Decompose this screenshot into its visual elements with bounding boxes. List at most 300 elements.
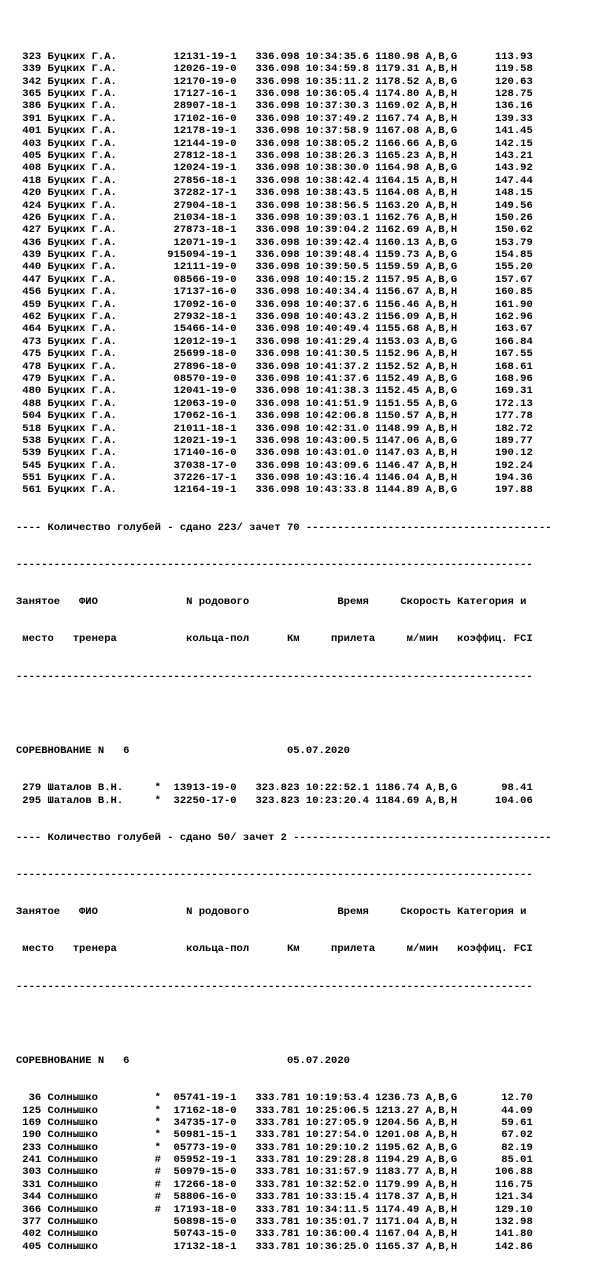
- cell-place: 551: [16, 472, 48, 485]
- cell-time: 10:41:37.6: [299, 372, 369, 385]
- cell-speed: 1162.69: [368, 224, 420, 237]
- cell-cat: A,B,G: [419, 236, 458, 249]
- cell-place: 488: [16, 397, 48, 410]
- table-row: [16, 385, 552, 397]
- cell-mark: *: [154, 1116, 161, 1129]
- cell-cat: A,B,H: [419, 1129, 458, 1142]
- cell-km: 323.823: [236, 782, 300, 795]
- cell-cat: A,B,H: [419, 348, 458, 361]
- cell-place: 169: [16, 1116, 48, 1129]
- cell-speed: 1150.57: [368, 410, 420, 423]
- cell-time: 10:27:54.0: [299, 1129, 369, 1142]
- cell-speed: 1178.37: [368, 1191, 420, 1204]
- cell-speed: 1179.31: [368, 63, 420, 76]
- cell-cat: A,B,G: [419, 261, 458, 274]
- cell-name: Солнышко: [47, 1154, 155, 1167]
- cell-speed: 1155.68: [368, 323, 420, 336]
- cell-coef: 119.58: [457, 63, 533, 76]
- separator-line: ----------------------------------------------------------------------------------: [16, 558, 533, 571]
- cell-speed: 1153.03: [368, 335, 420, 348]
- table-row: [16, 274, 552, 286]
- cell-ring: 12178-19-1: [160, 125, 237, 138]
- cell-time: 10:41:38.3: [299, 385, 369, 398]
- cell-time: 10:40:34.4: [299, 286, 369, 299]
- cell-km: 336.098: [236, 434, 300, 447]
- cell-ring: 12026-19-0: [160, 63, 237, 76]
- cell-speed: 1156.09: [368, 311, 420, 324]
- cell-speed: 1213.27: [368, 1104, 420, 1117]
- table-row: [16, 1117, 552, 1129]
- table-row: [16, 76, 552, 88]
- cell-cat: A,B,H: [419, 224, 458, 237]
- section-3-title: СОРЕВНОВАНИЕ N 6 05.07.2020: [16, 1054, 350, 1067]
- cell-time: 10:37:49.2: [299, 112, 369, 125]
- cell-name: Солнышко: [47, 1129, 155, 1142]
- cell-km: 336.098: [236, 149, 300, 162]
- cell-km: 336.098: [236, 348, 300, 361]
- cell-name: Солнышко: [47, 1240, 155, 1253]
- cell-name: Буцких Г.А.: [47, 286, 155, 299]
- cell-speed: 1159.73: [368, 249, 420, 262]
- cell-place: 323: [16, 50, 48, 63]
- cell-cat: A,B,H: [419, 187, 458, 200]
- cell-km: 333.781: [236, 1141, 300, 1154]
- cell-ring: 21011-18-1: [160, 422, 237, 435]
- cell-ring: 12111-19-0: [160, 261, 237, 274]
- cell-km: 336.098: [236, 410, 300, 423]
- cell-cat: A,B,H: [419, 100, 458, 113]
- cell-cat: A,B,G: [419, 372, 458, 385]
- results-document: [16, 26, 552, 1266]
- cell-coef: 98.41: [457, 782, 533, 795]
- cell-time: 10:39:48.4: [299, 249, 369, 262]
- table-header-line-1: Занятое ФИО N родового Время Скорость Категория и: [16, 906, 527, 919]
- cell-cat: A,B,G: [419, 782, 458, 795]
- cell-coef: 157.67: [457, 273, 533, 286]
- table-row: [16, 1166, 552, 1178]
- cell-name: Буцких Г.А.: [47, 236, 155, 249]
- cell-place: 386: [16, 100, 48, 113]
- cell-time: 10:40:43.2: [299, 311, 369, 324]
- blank-line: [16, 1018, 552, 1030]
- cell-speed: 1164.98: [368, 162, 420, 175]
- cell-name: Буцких Г.А.: [47, 249, 155, 262]
- table-row: [16, 138, 552, 150]
- cell-coef: 153.79: [457, 236, 533, 249]
- table-row: [16, 348, 552, 360]
- cell-time: 10:43:01.0: [299, 447, 369, 460]
- cell-ring: 05741-19-1: [160, 1092, 237, 1105]
- cell-speed: 1165.37: [368, 1240, 420, 1253]
- cell-name: Солнышко: [47, 1178, 155, 1191]
- cell-place: 401: [16, 125, 48, 138]
- cell-coef: 67.02: [457, 1129, 533, 1142]
- table-row: [16, 224, 552, 236]
- table-row: [16, 51, 552, 63]
- cell-mark: *: [154, 782, 161, 795]
- cell-speed: 1164.08: [368, 187, 420, 200]
- cell-cat: A,B,H: [419, 149, 458, 162]
- cell-km: 336.098: [236, 87, 300, 100]
- cell-ring: 05773-19-0: [160, 1141, 237, 1154]
- cell-time: 10:29:28.8: [299, 1154, 369, 1167]
- cell-cat: A,B,H: [419, 1166, 458, 1179]
- cell-km: 336.098: [236, 211, 300, 224]
- cell-name: Буцких Г.А.: [47, 434, 155, 447]
- cell-time: 10:34:11.5: [299, 1203, 369, 1216]
- cell-km: 333.781: [236, 1116, 300, 1129]
- cell-time: 10:32:52.0: [299, 1178, 369, 1191]
- cell-coef: 85.01: [457, 1154, 533, 1167]
- cell-ring: 37282-17-1: [160, 187, 237, 200]
- table-row: [16, 795, 552, 807]
- cell-speed: 1151.55: [368, 397, 420, 410]
- cell-ring: 21034-18-1: [160, 211, 237, 224]
- cell-time: 10:41:51.9: [299, 397, 369, 410]
- cell-speed: 1146.47: [368, 459, 420, 472]
- cell-coef: 197.88: [457, 484, 533, 497]
- cell-time: 10:34:59.8: [299, 63, 369, 76]
- cell-place: 473: [16, 335, 48, 348]
- table-row: [16, 212, 552, 224]
- cell-km: 333.781: [236, 1191, 300, 1204]
- cell-cat: A,B,G: [419, 249, 458, 262]
- cell-time: 10:36:00.4: [299, 1228, 369, 1241]
- section-2-rows: [16, 782, 552, 807]
- section-1-summary: ---- Количество голубей - сдано 223/ зачет 70 ---------------------------------------: [16, 521, 552, 534]
- cell-speed: 1147.03: [368, 447, 420, 460]
- cell-name: Буцких Г.А.: [47, 149, 155, 162]
- table-row: [16, 125, 552, 137]
- cell-coef: 116.75: [457, 1178, 533, 1191]
- cell-name: Буцких Г.А.: [47, 50, 155, 63]
- table-row: [16, 1105, 552, 1117]
- cell-speed: 1178.52: [368, 75, 420, 88]
- cell-place: 464: [16, 323, 48, 336]
- cell-km: 336.098: [236, 137, 300, 150]
- table-row: [16, 311, 552, 323]
- cell-speed: 1174.49: [368, 1203, 420, 1216]
- cell-place: 233: [16, 1141, 48, 1154]
- cell-name: Солнышко: [47, 1116, 155, 1129]
- cell-time: 10:43:16.4: [299, 472, 369, 485]
- cell-km: 336.098: [236, 360, 300, 373]
- cell-speed: 1180.98: [368, 50, 420, 63]
- table-row: [16, 1191, 552, 1203]
- cell-coef: 142.15: [457, 137, 533, 150]
- cell-ring: 17127-16-1: [160, 87, 237, 100]
- cell-name: Буцких Г.А.: [47, 372, 155, 385]
- cell-speed: 1204.56: [368, 1116, 420, 1129]
- cell-coef: 167.55: [457, 348, 533, 361]
- cell-name: Буцких Г.А.: [47, 75, 155, 88]
- cell-mark: *: [154, 1141, 161, 1154]
- cell-ring: 12012-19-1: [160, 335, 237, 348]
- cell-place: 241: [16, 1154, 48, 1167]
- cell-km: 333.781: [236, 1129, 300, 1142]
- cell-coef: 129.10: [457, 1203, 533, 1216]
- cell-coef: 172.13: [457, 397, 533, 410]
- cell-ring: 13913-19-0: [160, 782, 237, 795]
- cell-speed: 1195.62: [368, 1141, 420, 1154]
- cell-speed: 1157.95: [368, 273, 420, 286]
- cell-ring: 17193-18-0: [160, 1203, 237, 1216]
- cell-place: 365: [16, 87, 48, 100]
- cell-speed: 1156.46: [368, 298, 420, 311]
- cell-coef: 182.72: [457, 422, 533, 435]
- cell-ring: 32250-17-0: [160, 794, 237, 807]
- cell-time: 10:40:15.2: [299, 273, 369, 286]
- cell-time: 10:34:35.6: [299, 50, 369, 63]
- cell-ring: 12144-19-0: [160, 137, 237, 150]
- cell-ring: 17132-18-1: [160, 1240, 237, 1253]
- table-row: [16, 187, 552, 199]
- table-row: [16, 447, 552, 459]
- cell-time: 10:40:37.6: [299, 298, 369, 311]
- cell-name: Буцких Г.А.: [47, 100, 155, 113]
- cell-place: 479: [16, 372, 48, 385]
- cell-coef: 168.61: [457, 360, 533, 373]
- section-2-summary: ---- Количество голубей - сдано 50/ зачет 2 -----------------------------------------: [16, 831, 552, 844]
- cell-name: Буцких Г.А.: [47, 162, 155, 175]
- cell-coef: 147.44: [457, 174, 533, 187]
- cell-name: Буцких Г.А.: [47, 335, 155, 348]
- cell-speed: 1144.89: [368, 484, 420, 497]
- cell-place: 408: [16, 162, 48, 175]
- cell-speed: 1167.04: [368, 1228, 420, 1241]
- table-row: [16, 460, 552, 472]
- cell-speed: 1148.99: [368, 422, 420, 435]
- table-row: [16, 1204, 552, 1216]
- cell-time: 10:37:58.9: [299, 125, 369, 138]
- cell-coef: 168.96: [457, 372, 533, 385]
- cell-cat: A,B,H: [419, 199, 458, 212]
- table-row: [16, 88, 552, 100]
- cell-km: 336.098: [236, 174, 300, 187]
- cell-km: 336.098: [236, 298, 300, 311]
- cell-km: 333.781: [236, 1092, 300, 1105]
- cell-time: 10:38:05.2: [299, 137, 369, 150]
- cell-place: 478: [16, 360, 48, 373]
- cell-mark: *: [154, 794, 161, 807]
- cell-place: 439: [16, 249, 48, 262]
- table-row: [16, 410, 552, 422]
- cell-place: 475: [16, 348, 48, 361]
- cell-cat: A,B,H: [419, 410, 458, 423]
- separator-line: ----------------------------------------------------------------------------------: [16, 868, 533, 881]
- cell-cat: A,B,G: [419, 1092, 458, 1105]
- cell-place: 459: [16, 298, 48, 311]
- cell-place: 366: [16, 1203, 48, 1216]
- cell-coef: 132.98: [457, 1216, 533, 1229]
- table-header-line-2: место тренера кольца-пол Км прилета м/мин коэффиц. FCI: [16, 943, 533, 956]
- cell-mark: #: [154, 1154, 161, 1167]
- cell-coef: 148.15: [457, 187, 533, 200]
- cell-speed: 1164.15: [368, 174, 420, 187]
- cell-time: 10:36:05.4: [299, 87, 369, 100]
- cell-ring: 12041-19-0: [160, 385, 237, 398]
- cell-name: Солнышко: [47, 1104, 155, 1117]
- cell-speed: 1236.73: [368, 1092, 420, 1105]
- cell-km: 336.098: [236, 50, 300, 63]
- cell-time: 10:36:25.0: [299, 1240, 369, 1253]
- cell-ring: 27904-18-1: [160, 199, 237, 212]
- table-row: [16, 435, 552, 447]
- cell-cat: A,B,H: [419, 472, 458, 485]
- cell-cat: A,B,H: [419, 298, 458, 311]
- cell-cat: A,B,G: [419, 50, 458, 63]
- cell-place: 480: [16, 385, 48, 398]
- table-row: [16, 484, 552, 496]
- cell-cat: A,B,H: [419, 174, 458, 187]
- table-row: [16, 1092, 552, 1104]
- cell-ring: 27873-18-1: [160, 224, 237, 237]
- cell-coef: 166.84: [457, 335, 533, 348]
- cell-mark: #: [154, 1203, 161, 1216]
- table-row: [16, 1154, 552, 1166]
- cell-cat: A,B,G: [419, 125, 458, 138]
- cell-ring: 12170-19-0: [160, 75, 237, 88]
- cell-km: 336.098: [236, 286, 300, 299]
- cell-cat: A,B,H: [419, 1191, 458, 1204]
- cell-name: Буцких Г.А.: [47, 410, 155, 423]
- cell-km: 333.781: [236, 1104, 300, 1117]
- cell-time: 10:39:04.2: [299, 224, 369, 237]
- cell-coef: 106.88: [457, 1166, 533, 1179]
- table-row: [16, 782, 552, 794]
- cell-ring: 12024-19-1: [160, 162, 237, 175]
- cell-speed: 1201.08: [368, 1129, 420, 1142]
- cell-km: 336.098: [236, 385, 300, 398]
- table-row: [16, 361, 552, 373]
- cell-km: 336.098: [236, 422, 300, 435]
- cell-km: 333.781: [236, 1228, 300, 1241]
- cell-name: Буцких Г.А.: [47, 224, 155, 237]
- table-row: [16, 1179, 552, 1191]
- cell-km: 336.098: [236, 335, 300, 348]
- cell-coef: 150.26: [457, 211, 533, 224]
- table-row: [16, 162, 552, 174]
- cell-time: 10:38:26.3: [299, 149, 369, 162]
- cell-cat: A,B,H: [419, 1104, 458, 1117]
- cell-coef: 189.77: [457, 434, 533, 447]
- table-row: [16, 323, 552, 335]
- cell-km: 336.098: [236, 125, 300, 138]
- cell-cat: A,B,G: [419, 335, 458, 348]
- table-row: [16, 423, 552, 435]
- table-row: [16, 336, 552, 348]
- cell-place: 36: [16, 1092, 48, 1105]
- cell-ring: 17062-16-1: [160, 410, 237, 423]
- cell-speed: 1194.29: [368, 1154, 420, 1167]
- cell-time: 10:41:30.5: [299, 348, 369, 361]
- cell-name: Солнышко: [47, 1203, 155, 1216]
- cell-ring: 58806-16-0: [160, 1191, 237, 1204]
- cell-cat: A,B,H: [419, 1240, 458, 1253]
- cell-speed: 1174.80: [368, 87, 420, 100]
- cell-km: 336.098: [236, 224, 300, 237]
- cell-km: 336.098: [236, 162, 300, 175]
- cell-speed: 1169.02: [368, 100, 420, 113]
- cell-ring: 17266-18-0: [160, 1178, 237, 1191]
- cell-cat: A,B,H: [419, 1116, 458, 1129]
- table-row: [16, 237, 552, 249]
- table-row: [16, 200, 552, 212]
- table-row: [16, 1129, 552, 1141]
- cell-km: 333.781: [236, 1178, 300, 1191]
- cell-speed: 1165.23: [368, 149, 420, 162]
- cell-name: Буцких Г.А.: [47, 311, 155, 324]
- cell-coef: 161.90: [457, 298, 533, 311]
- table-row: [16, 398, 552, 410]
- cell-time: 10:23:20.4: [299, 794, 369, 807]
- cell-cat: A,B,H: [419, 459, 458, 472]
- separator-line: ----------------------------------------------------------------------------------: [16, 980, 533, 993]
- cell-place: 462: [16, 311, 48, 324]
- cell-coef: 142.86: [457, 1240, 533, 1253]
- cell-mark: #: [154, 1166, 161, 1179]
- cell-mark: *: [154, 1129, 161, 1142]
- cell-time: 10:41:37.2: [299, 360, 369, 373]
- cell-place: 190: [16, 1129, 48, 1142]
- cell-time: 10:19:53.4: [299, 1092, 369, 1105]
- cell-place: 561: [16, 484, 48, 497]
- cell-time: 10:25:06.5: [299, 1104, 369, 1117]
- cell-name: Буцких Г.А.: [47, 112, 155, 125]
- cell-time: 10:42:06.8: [299, 410, 369, 423]
- table-row: [16, 472, 552, 484]
- cell-time: 10:43:09.6: [299, 459, 369, 472]
- cell-coef: 120.63: [457, 75, 533, 88]
- cell-km: 336.098: [236, 187, 300, 200]
- table-header-line-2: место тренера кольца-пол Км прилета м/мин коэффиц. FCI: [16, 633, 533, 646]
- cell-km: 336.098: [236, 484, 300, 497]
- cell-coef: 154.85: [457, 249, 533, 262]
- cell-speed: 1183.77: [368, 1166, 420, 1179]
- cell-ring: 25699-18-0: [160, 348, 237, 361]
- cell-coef: 149.56: [457, 199, 533, 212]
- cell-speed: 1156.67: [368, 286, 420, 299]
- cell-cat: A,B,H: [419, 211, 458, 224]
- cell-cat: A,B,G: [419, 137, 458, 150]
- cell-name: Буцких Г.А.: [47, 348, 155, 361]
- cell-name: Буцких Г.А.: [47, 422, 155, 435]
- cell-km: 336.098: [236, 311, 300, 324]
- cell-name: Буцких Г.А.: [47, 63, 155, 76]
- cell-cat: A,B,H: [419, 422, 458, 435]
- section-3-rows: [16, 1092, 552, 1253]
- cell-place: 405: [16, 1240, 48, 1253]
- cell-coef: 141.45: [457, 125, 533, 138]
- table-row: [16, 63, 552, 75]
- cell-speed: 1146.04: [368, 472, 420, 485]
- table-row: [16, 1241, 552, 1253]
- cell-km: 336.098: [236, 199, 300, 212]
- table-header-line-1: Занятое ФИО N родового Время Скорость Категория и: [16, 596, 527, 609]
- cell-time: 10:33:15.4: [299, 1191, 369, 1204]
- cell-name: Буцких Г.А.: [47, 397, 155, 410]
- cell-cat: A,B,H: [419, 794, 458, 807]
- cell-speed: 1167.08: [368, 125, 420, 138]
- cell-ring: 17137-16-0: [160, 286, 237, 299]
- table-row: [16, 249, 552, 261]
- cell-coef: 12.70: [457, 1092, 533, 1105]
- cell-place: 538: [16, 434, 48, 447]
- cell-speed: 1179.99: [368, 1178, 420, 1191]
- cell-place: 403: [16, 137, 48, 150]
- cell-name: Солнышко: [47, 1216, 155, 1229]
- cell-ring: 915094-19-1: [160, 249, 237, 262]
